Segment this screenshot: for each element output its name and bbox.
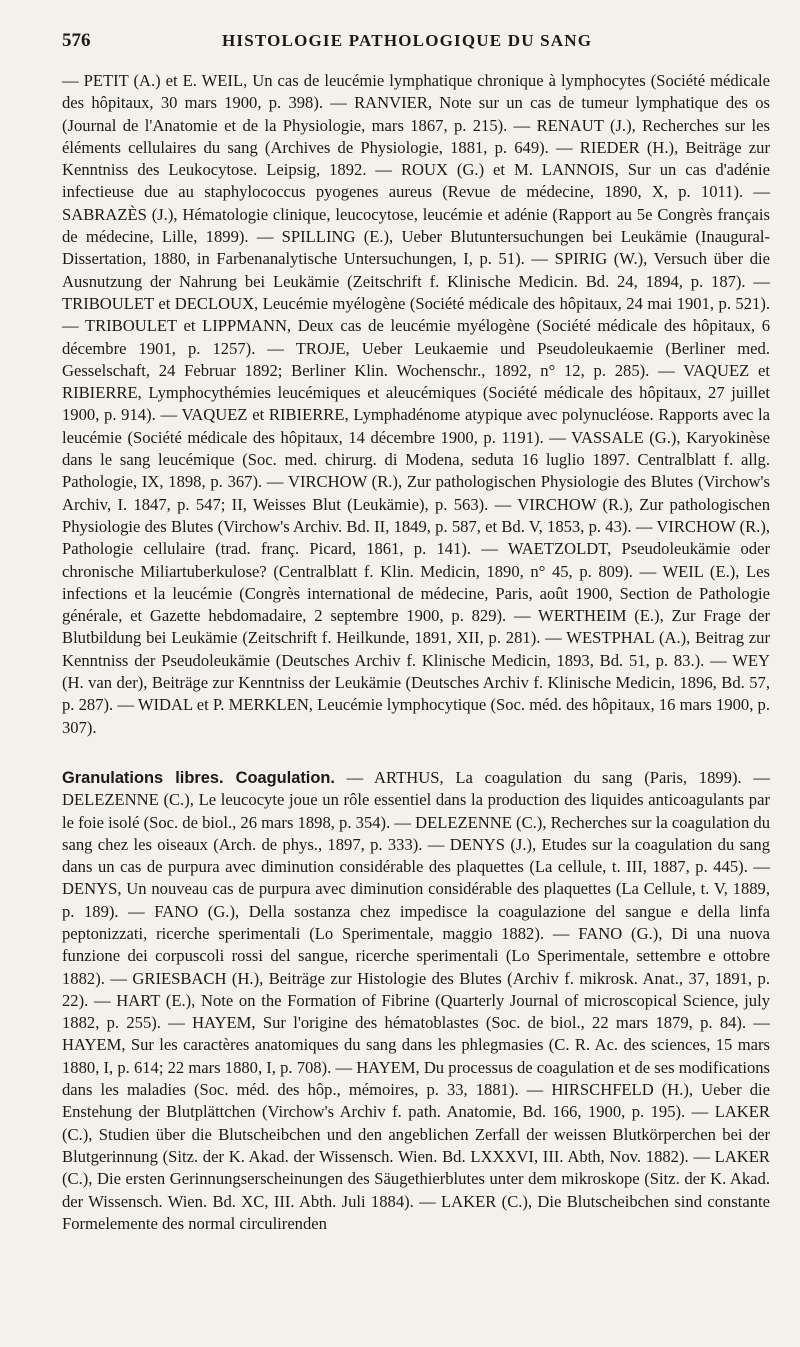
bibliography-paragraph-leukemia bbox=[62, 70, 770, 739]
paragraph-text: — ARTHUS, La coagulation du sang (Paris, 1899). — DELEZENNE (C.), Le leucocyte joue un rôle essentiel dans la production des liquides anticoagulants par le foie isolé (Soc. de biol., 26 mars 1898, p. 354). — DELEZENNE (C.), Recherches sur la coagulation du sang chez les oiseaux (Arch. de phys., 1897, p. 333). — DENYS (J.), Etudes sur la coagulation du sang dans un cas de purpura avec diminution considérable des plaquettes (La cellule, t. III, 1887, p. 445). — DENYS, Un nouveau cas de purpura avec diminution considérable des plaquettes (La Cellule, t. V, 1889, p. 189). — FANO (G.), Della sostanza chez impedisce la coagulazione del sangue e della linfa peptonizzati, ricerche sperimentali (Lo Sperimentale, maggio 1882). — FANO (G.), Di una nuova funzione dei corpuscoli rossi del sangue, ricerche sperimentali (Lo Sperimentale, settembre e ottobre 1882). — GRIESBACH (H.), Beiträge zur Histologie des Blutes (Archiv f. mikrosk. Anat., 37, 1891, p. 22). — HART (E.), Note on the Formation of Fibrine (Quarterly Journal of microscopical Science, july 1882, p. 255). — HAYEM, Sur l'origine des hématoblastes (Soc. de biol., 22 mars 1879, p. 84). — HAYEM, Sur les caractères anatomiques du sang dans les phlegmasies (C. R. Ac. des sciences, 15 mars 1880, I, p. 614; 22 mars 1880, I, p. 708). — HAYEM, Du processus de coagulation et de ses modifications dans les maladies (Soc. méd. des hôp., mémoires, p. 33, 1881). — HIRSCHFELD (H.), Ueber die Enstehung der Blutplättchen (Virchow's Archiv f. path. Anatomie, Bd. 166, 1900, p. 195). — LAKER (C.), Studien über die Blutscheibchen und den angeblichen Zerfall der weissen Blutkörperchen bei der Blutgerinnung (Sitz. der K. Akad. der Wissensch. Wien. Bd. LXXXVI, III. Abth, Nov. 1882). — LAKER (C.), Die ersten Gerinnungserscheinungen des Säugethierblutes unter dem mikroskope (Sitz. der K. Akad. der Wissensch. Wien. Bd. XC, III. Abth. Juli 1884). — LAKER (C.), Die Blutscheibchen sind constante Formelemente des normal circulirenden bbox=[62, 767, 770, 1233]
running-head bbox=[62, 30, 770, 64]
section-lead-heading: Granulations libres. Coagulation. bbox=[62, 768, 335, 787]
page-number: 576 bbox=[62, 30, 91, 51]
bibliography-paragraph-coagulation bbox=[62, 767, 770, 1235]
paragraph-text: — PETIT (A.) et E. WEIL, Un cas de leucémie lymphatique chronique à lymphocytes (Société médicale des hôpitaux, 30 mars 1900, p. 398). — RANVIER, Note sur un cas de tumeur lymphatique des os (Journal de l'Anatomie et de la Physiologie, mars 1867, p. 215). — RENAUT (J.), Recherches sur les éléments cellulaires du sang (Archives de Physiologie, 1881, p. 649). — RIEDER (H.), Beiträge zur Kenntniss des Leukocytose. Leipsig, 1892. — ROUX (G.) et M. LANNOIS, Sur un cas d'adénie infectieuse due au staphylococcus pyogenes aureus (Revue de médecine, 1890, X, p. 1011). — SABRAZÈS (J.), Hématologie clinique, leucocytose, leucémie et adénie (Rapport au 5e Congrès français de médecine, Lille, 1899). — SPILLING (E.), Ueber Blutuntersuchungen bei Leukämie (Inaugural-Dissertation, 1880, in Farbenanalytische Untersuchungen, I, p. 51). — SPIRIG (W.), Versuch über die Ausnutzung der Nahrung bei Leukämie (Zeitschrift f. Klinische Medicin. Bd. 24, 1894, p. 187). — TRIBOULET et DECLOUX, Leucémie myélogène (Société médicale des hôpitaux, 24 mai 1901, p. 521). — TRIBOULET et LIPPMANN, Deux cas de leucémie myélogène (Société médicale des hôpitaux, 6 décembre 1901, p. 1257). — TROJE, Ueber Leukaemie und Pseudoleukaemie (Berliner med. Gesselschaft, 24 Februar 1892; Berliner Klin. Wochenschr., 1892, n° 12, p. 285). — VAQUEZ et RIBIERRE, Lymphocythémies leucémiques et aleucémiques (Société médicale des hôpitaux, 27 juillet 1900, p. 914). — VAQUEZ et RIBIERRE, Lymphadénome atypique avec polynucléose. Rapports avec la leucémie (Société médicale des hôpitaux, 14 décembre 1900, p. 1191). — VASSALE (G.), Karyokinèse dans le sang leucémique (Soc. med. chirurg. di Modena, seduta 16 luglio 1897. Centralblatt f. allg. Pathologie, IX, 1898, p. 367). — VIRCHOW (R.), Zur pathologischen Physiologie des Blutes (Virchow's Archiv, I. 1847, p. 547; II, Weisses Blut (Leukämie), p. 563). — VIRCHOW (R.), Zur pathologischen Physiologie des Blutes (Virchow's Archiv. Bd. II, 1849, p. 587, et Bd. V, 1853, p. 43). — VIRCHOW (R.), Pathologie cellulaire (trad. franç. Picard, 1861, p. 141). — WAETZOLDT, Pseudoleukämie oder chronische Miliartuberkulose? (Centralblatt f. Klin. Medicin, 1890, n° 45, p. 809). — WEIL (E.), Les infections et la leucémie (Congrès international de médecine, Paris, août 1900, Section de Pathologie générale, et Gazette hebdomadaire, 2 septembre 1900, p. 829). — WERTHEIM (E.), Zur Frage der Blutbildung bei Leukämie (Zeitschrift f. Heilkunde, 1891, XII, p. 281). — WESTPHAL (A.), Beitrag zur Kenntniss der Pseudoleukämie (Deutsches Archiv f. Klinische Medicin, 1893, Bd. 51, p. 83.). — WEY (H. van der), Beiträge zur Kenntniss der Leukämie (Deutsches Archiv f. Klinische Medicin, 1896, Bd. 57, p. 287). — WIDAL et P. MERKLEN, Leucémie lymphocytique (Soc. méd. des hôpitaux, 16 mars 1900, p. 307). bbox=[62, 71, 770, 737]
running-title: HISTOLOGIE PATHOLOGIQUE DU SANG bbox=[222, 31, 593, 50]
